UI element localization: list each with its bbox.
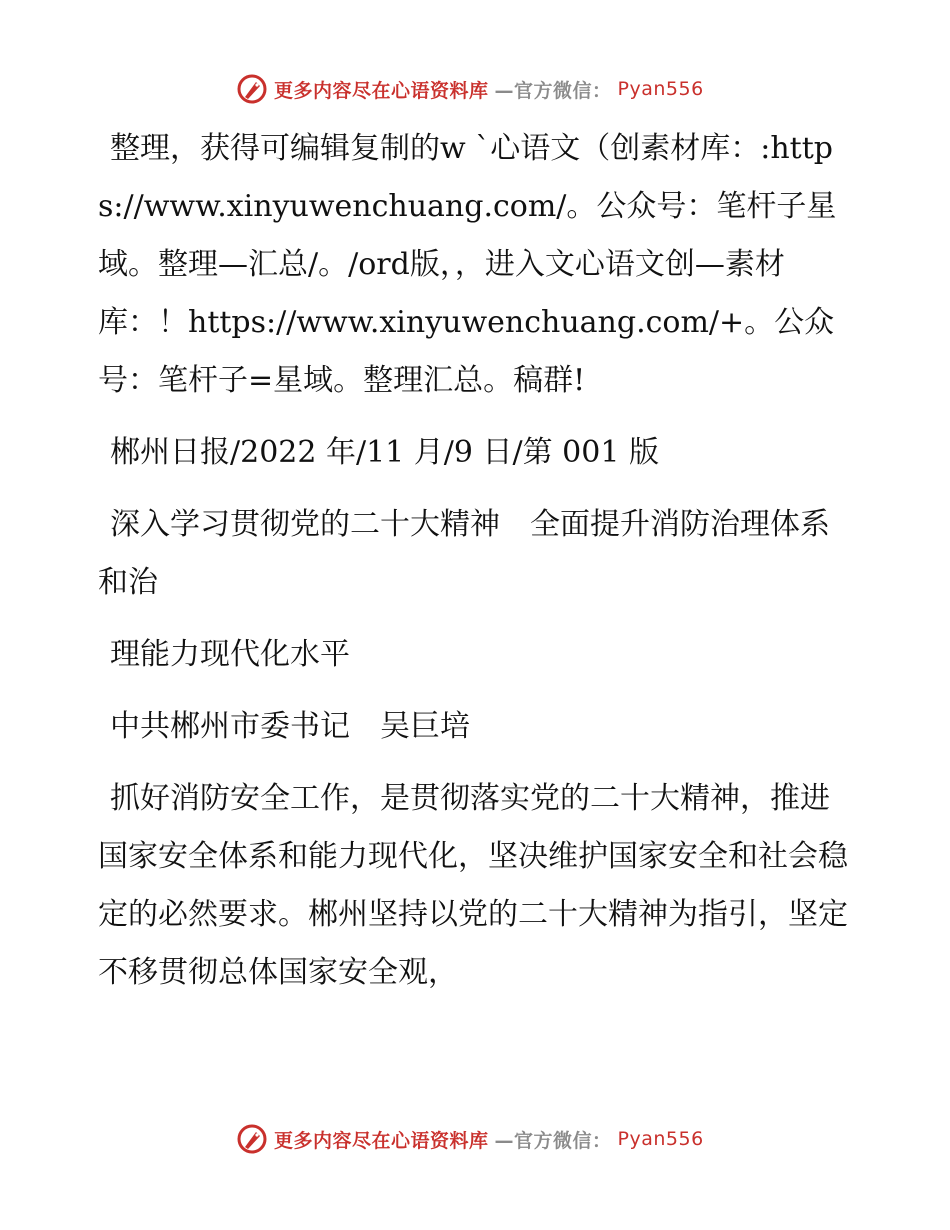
banner-text-main: 更多内容尽在心语资料库 bbox=[274, 79, 489, 102]
banner-text-id: Pyan556 bbox=[617, 1128, 704, 1150]
banner-text-id: Pyan556 bbox=[617, 78, 704, 100]
author-line: 中共郴州市委书记 吴巨培 bbox=[110, 709, 470, 744]
article-title-line-2: 理能力现代化水平 bbox=[110, 637, 350, 672]
publication-line: 郴州日报/2022 年/11 月/9 日/第 001 版 bbox=[110, 435, 659, 470]
article-title-line-1: 深入学习贯彻党的二十大精神 全面提升消防治理体系和治 bbox=[98, 507, 830, 600]
pen-nib-logo-icon bbox=[236, 1123, 268, 1155]
intro-paragraph: 整理，获得可编辑复制的w `心语文（创素材库：:https://www.xinyuwenchuang.com/。公众号：笔杆子星域。整理—汇总/。/ord版，，进入文心语文创—素材库：！https://www.xinyuwenchuang.com/+。公众号：笔杆子=星域。整理汇总。稿群! bbox=[98, 131, 837, 398]
pen-nib-logo-icon bbox=[236, 73, 268, 105]
footer-watermark-banner bbox=[236, 1122, 704, 1156]
header-watermark-banner bbox=[236, 72, 704, 106]
banner-text-main: 更多内容尽在心语资料库 bbox=[274, 1129, 489, 1152]
article-body bbox=[98, 120, 858, 1016]
body-paragraph: 抓好消防安全工作，是贯彻落实党的二十大精神，推进国家安全体系和能力现代化，坚决维护国家安全和社会稳定的必然要求。郴州坚持以党的二十大精神为指引，坚定不移贯彻总体国家安全观， bbox=[98, 781, 848, 990]
banner-text-wechat: —官方微信： bbox=[494, 79, 612, 102]
banner-text-wechat: —官方微信： bbox=[494, 1129, 612, 1152]
